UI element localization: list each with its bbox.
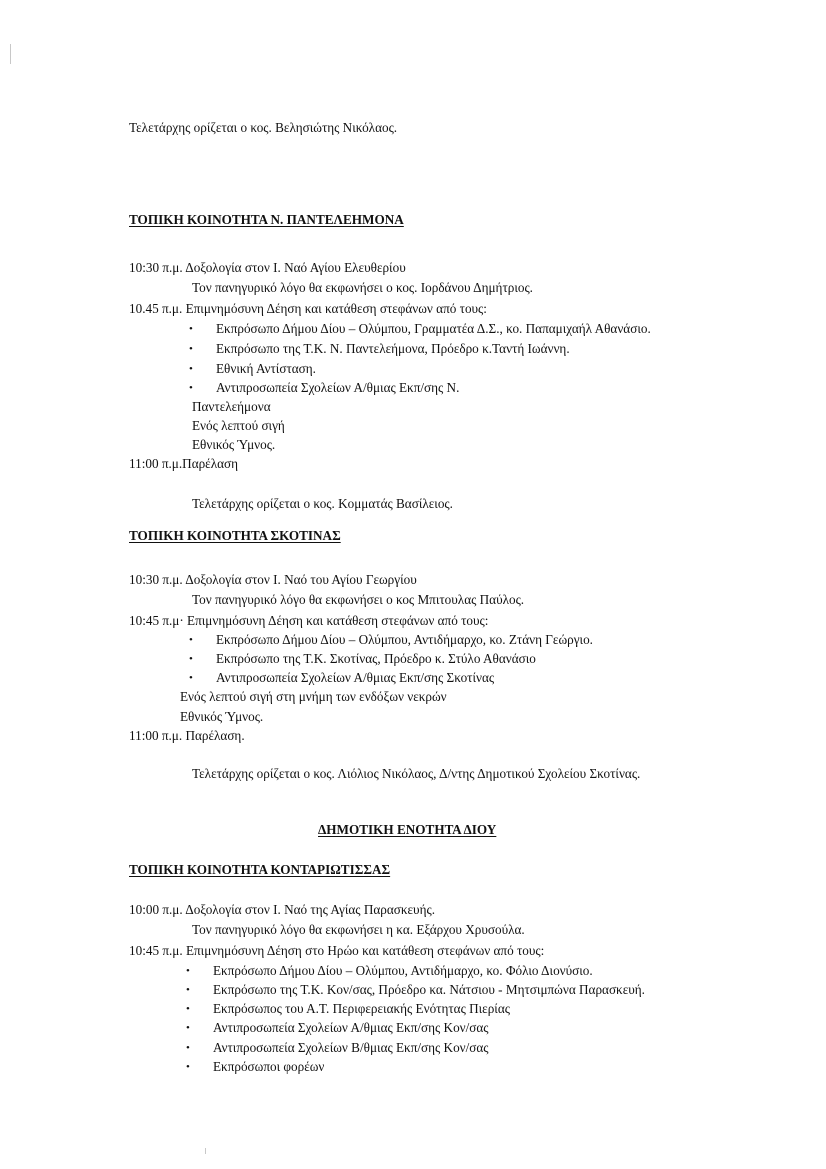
- memorial-line: 10:45 π.μ. Επιμνημόσυνη Δέηση στο Ηρώο και κατάθεση στεφάνων από τους:: [129, 943, 545, 958]
- list-item: • Εκπρόσωπο της Τ.Κ. Κον/σας, Πρόεδρο κα. Νάτσιου - Μητσιμπώνα Παρασκευή.: [213, 982, 645, 998]
- speech-line: Τον πανηγυρικό λόγο θα εκφωνήσει ο κος Μπιτουλας Παύλος.: [192, 592, 525, 607]
- doxology-line: 10:00 π.μ. Δοξολογία στον Ι. Ναό της Αγίας Παρασκευής.: [129, 902, 435, 917]
- anthem-line: Εθνικός Ύμνος.: [192, 437, 276, 452]
- speech-line: Τον πανηγυρικό λόγο θα εκφωνήσει η κα. Εξάρχου Χρυσούλα.: [192, 922, 525, 937]
- silence-line: Ενός λεπτού σιγή στη μνήμη των ενδόξων νεκρών: [180, 689, 447, 704]
- list-item: • Εκπρόσωπο της Τ.Κ. Σκοτίνας, Πρόεδρο κ. Στύλο Αθανάσιο: [216, 651, 536, 667]
- doxology-line: 10:30 π.μ. Δοξολογία στον Ι. Ναό Αγίου Ελευθερίου: [129, 260, 406, 275]
- scan-mark: [10, 44, 11, 64]
- speech-line: Τον πανηγυρικό λόγο θα εκφωνήσει ο κος. Ιορδάνου Δημήτριος.: [192, 280, 533, 295]
- memorial-line: 10:45 π.μ· Επιμνημόσυνη Δέηση και κατάθεση στεφάνων από τους:: [129, 613, 489, 628]
- list-item: • Αντιπροσωπεία Σχολείων Α/θμιας Εκπ/σης Σκοτίνας: [216, 670, 494, 686]
- section-heading-panteleimona: ΤΟΠΙΚΗ ΚΟΙΝΟΤΗΤΑ Ν. ΠΑΝΤΕΛΕΗΜΟΝΑ: [129, 212, 404, 227]
- municipal-unit-heading: ΔΗΜΟΤΙΚΗ ΕΝΟΤΗΤΑ ΔΙΟΥ: [318, 822, 497, 837]
- list-item: • Αντιπροσωπεία Σχολείων Β/θμιας Εκπ/σης Κον/σας: [213, 1040, 489, 1056]
- intro-master-line: Τελετάρχης ορίζεται ο κος. Βελησιώτης Νικόλαος.: [129, 120, 398, 135]
- list-item: • Εκπρόσωπο Δήμου Δίου – Ολύμπου, Γραμματέα Δ.Σ., κο. Παπαμιχαήλ Αθανάσιο.: [216, 321, 651, 337]
- master-line: Τελετάρχης ορίζεται ο κος. Κομματάς Βασίλειος.: [192, 496, 453, 511]
- silence-line: Ενός λεπτού σιγή: [192, 418, 285, 433]
- doxology-line: 10:30 π.μ. Δοξολογία στον Ι. Ναό του Αγίου Γεωργίου: [129, 572, 417, 587]
- list-item: • Εκπρόσωποι φορέων: [213, 1059, 324, 1075]
- list-item: • Αντιπροσωπεία Σχολείων Α/θμιας Εκπ/σης Κον/σας: [213, 1020, 489, 1036]
- memorial-line: 10.45 π.μ. Επιμνημόσυνη Δέηση και κατάθεση στεφάνων από τους:: [129, 301, 487, 316]
- list-item: • Εθνική Αντίσταση.: [216, 361, 316, 377]
- anthem-line: Εθνικός Ύμνος.: [180, 709, 264, 724]
- scan-mark: [205, 1148, 206, 1154]
- list-item: • Αντιπροσωπεία Σχολείων Α/θμιας Εκπ/σης Ν.: [216, 380, 459, 396]
- list-item: • Εκπρόσωπο Δήμου Δίου – Ολύμπου, Αντιδήμαρχο, κο. Φόλιο Διονύσιο.: [213, 963, 593, 979]
- section-heading-skotina: ΤΟΠΙΚΗ ΚΟΙΝΟΤΗΤΑ ΣΚΟΤΙΝΑΣ: [129, 528, 341, 543]
- parade-line: 11:00 π.μ. Παρέλαση.: [129, 728, 245, 743]
- list-item: • Εκπρόσωπος του Α.Τ. Περιφερειακής Ενότητας Πιερίας: [213, 1001, 510, 1017]
- master-line: Τελετάρχης ορίζεται ο κος. Λιόλιος Νικόλαος, Δ/ντης Δημοτικού Σχολείου Σκοτίνας.: [192, 766, 641, 781]
- section-heading-kontariotissa: ΤΟΠΙΚΗ ΚΟΙΝΟΤΗΤΑ ΚΟΝΤΑΡΙΩΤΙΣΣΑΣ: [129, 862, 391, 877]
- parade-line: 11:00 π.μ.Παρέλαση: [129, 456, 239, 471]
- list-item: • Εκπρόσωπο Δήμου Δίου – Ολύμπου, Αντιδήμαρχο, κο. Ζτάνη Γεώργιο.: [216, 632, 593, 648]
- list-item: • Εκπρόσωπο της Τ.Κ. Ν. Παντελεήμονα, Πρόεδρο κ.Ταντή Ιωάννη.: [216, 341, 570, 357]
- list-item-continuation: Παντελεήμονα: [192, 399, 271, 414]
